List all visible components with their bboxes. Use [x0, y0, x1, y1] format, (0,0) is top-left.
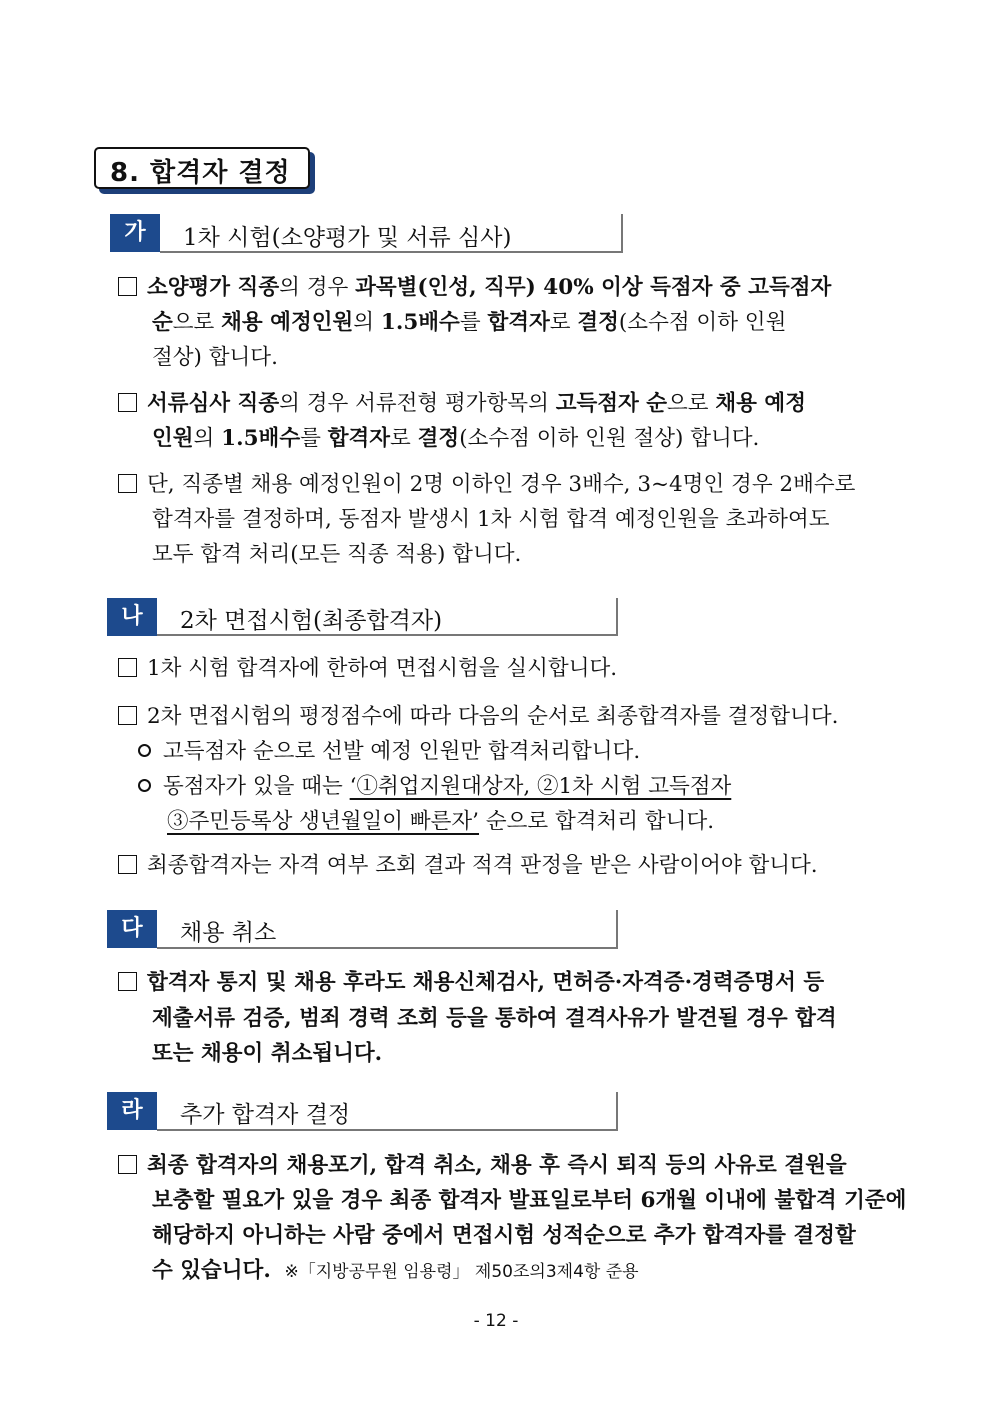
subsection-title-da: 채용 취소 [180, 920, 277, 946]
paragraph-ga-2: 서류심사 직종의 경우 서류전형 평가항목의 고득점자 순으로 채용 예정 [118, 386, 806, 421]
paragraph-ga-1: 소양평가 직종의 경우 과목별(인성, 직무) 40% 이상 득점자 중 고득점자 [118, 270, 831, 305]
list-item-na-2: 동점자가 있을 때는 ‘①취업지원대상자, ②1차 시험 고득점자 [138, 769, 731, 804]
subsection-underline [157, 947, 618, 949]
subsection-underline [157, 1129, 618, 1131]
paragraph-na-3: 최종합격자는 자격 여부 조회 결과 적격 판정을 받은 사람이어야 합니다. [118, 848, 818, 883]
checkbox-icon [118, 1155, 137, 1174]
subsection-rule [616, 910, 618, 948]
subsection-title-ga: 1차 시험(소양평가 및 서류 심사) [183, 225, 512, 251]
subsection-title-ra: 추가 합격자 결정 [180, 1102, 351, 1128]
paragraph-na-1: 1차 시험 합격자에 한하여 면접시험을 실시합니다. [118, 651, 617, 686]
checkbox-icon [118, 658, 137, 677]
circle-bullet-icon [138, 779, 151, 792]
paragraph-ga-3: 단, 직종별 채용 예정인원이 2명 이하인 경우 3배수, 3~4명인 경우 2배수로 [118, 467, 855, 502]
checkbox-icon [118, 706, 137, 725]
checkbox-icon [118, 855, 137, 874]
subsection-badge-ga: 가 [110, 214, 160, 252]
checkbox-icon [118, 393, 137, 412]
list-item-na-1: 고득점자 순으로 선발 예정 인원만 합격처리합니다. [138, 734, 640, 769]
circle-bullet-icon [138, 744, 151, 757]
subsection-rule [621, 214, 623, 252]
legal-note: ※「지방공무원 임용령」 제50조의3제4항 준용 [284, 1262, 639, 1282]
subsection-underline [160, 251, 623, 253]
paragraph-na-2: 2차 면접시험의 평정점수에 따라 다음의 순서로 최종합격자를 결정합니다. [118, 699, 838, 734]
checkbox-icon [118, 277, 137, 296]
paragraph-ga-3-line3: 모두 합격 처리(모든 직종 적용) 합니다. [152, 542, 522, 567]
paragraph-ga-3-line2: 합격자를 결정하며, 동점자 발생시 1차 시험 합격 예정인원을 초과하여도 [152, 507, 830, 532]
checkbox-icon [118, 972, 137, 991]
paragraph-ra-line3: 해당하지 아니하는 사람 중에서 면접시험 성적순으로 추가 합격자를 결정할 [152, 1223, 856, 1248]
subsection-badge-da: 다 [107, 910, 157, 948]
paragraph-ra-line4: 수 있습니다. ※「지방공무원 임용령」 제50조의3제4항 준용 [152, 1258, 639, 1283]
paragraph-ga-1-line3: 절상) 합니다. [152, 345, 278, 370]
paragraph-ga-1-line2: 순으로 채용 예정인원의 1.5배수를 합격자로 결정(소수점 이하 인원 [152, 310, 787, 335]
section-title: 8. 합격자 결정 [110, 158, 291, 188]
section-title-box [94, 147, 310, 189]
subsection-badge-na: 나 [107, 598, 157, 636]
checkbox-icon [118, 474, 137, 493]
paragraph-da-line3: 또는 채용이 취소됩니다. [152, 1041, 383, 1066]
paragraph-da: 합격자 통지 및 채용 후라도 채용신체검사, 면허증·자격증·경력증명서 등 [118, 965, 824, 1000]
paragraph-ra: 최종 합격자의 채용포기, 합격 취소, 채용 후 즉시 퇴직 등의 사유로 결원을 [118, 1148, 847, 1183]
subsection-underline [157, 634, 618, 636]
paragraph-ra-line2: 보충할 필요가 있을 경우 최종 합격자 발표일로부터 6개월 이내에 불합격 기준에 [152, 1188, 907, 1213]
subsection-rule [616, 598, 618, 636]
list-item-na-2-line2: ③주민등록상 생년월일이 빠른자’ 순으로 합격처리 합니다. [167, 809, 715, 834]
page-number: - 12 - [473, 1311, 519, 1331]
paragraph-ga-2-line2: 인원의 1.5배수를 합격자로 결정(소수점 이하 인원 절상) 합니다. [152, 426, 760, 451]
subsection-badge-ra: 라 [107, 1092, 157, 1130]
subsection-title-na: 2차 면접시험(최종합격자) [180, 608, 443, 634]
subsection-rule [616, 1092, 618, 1130]
paragraph-da-line2: 제출서류 검증, 범죄 경력 조회 등을 통하여 결격사유가 발견될 경우 합격 [152, 1006, 837, 1031]
